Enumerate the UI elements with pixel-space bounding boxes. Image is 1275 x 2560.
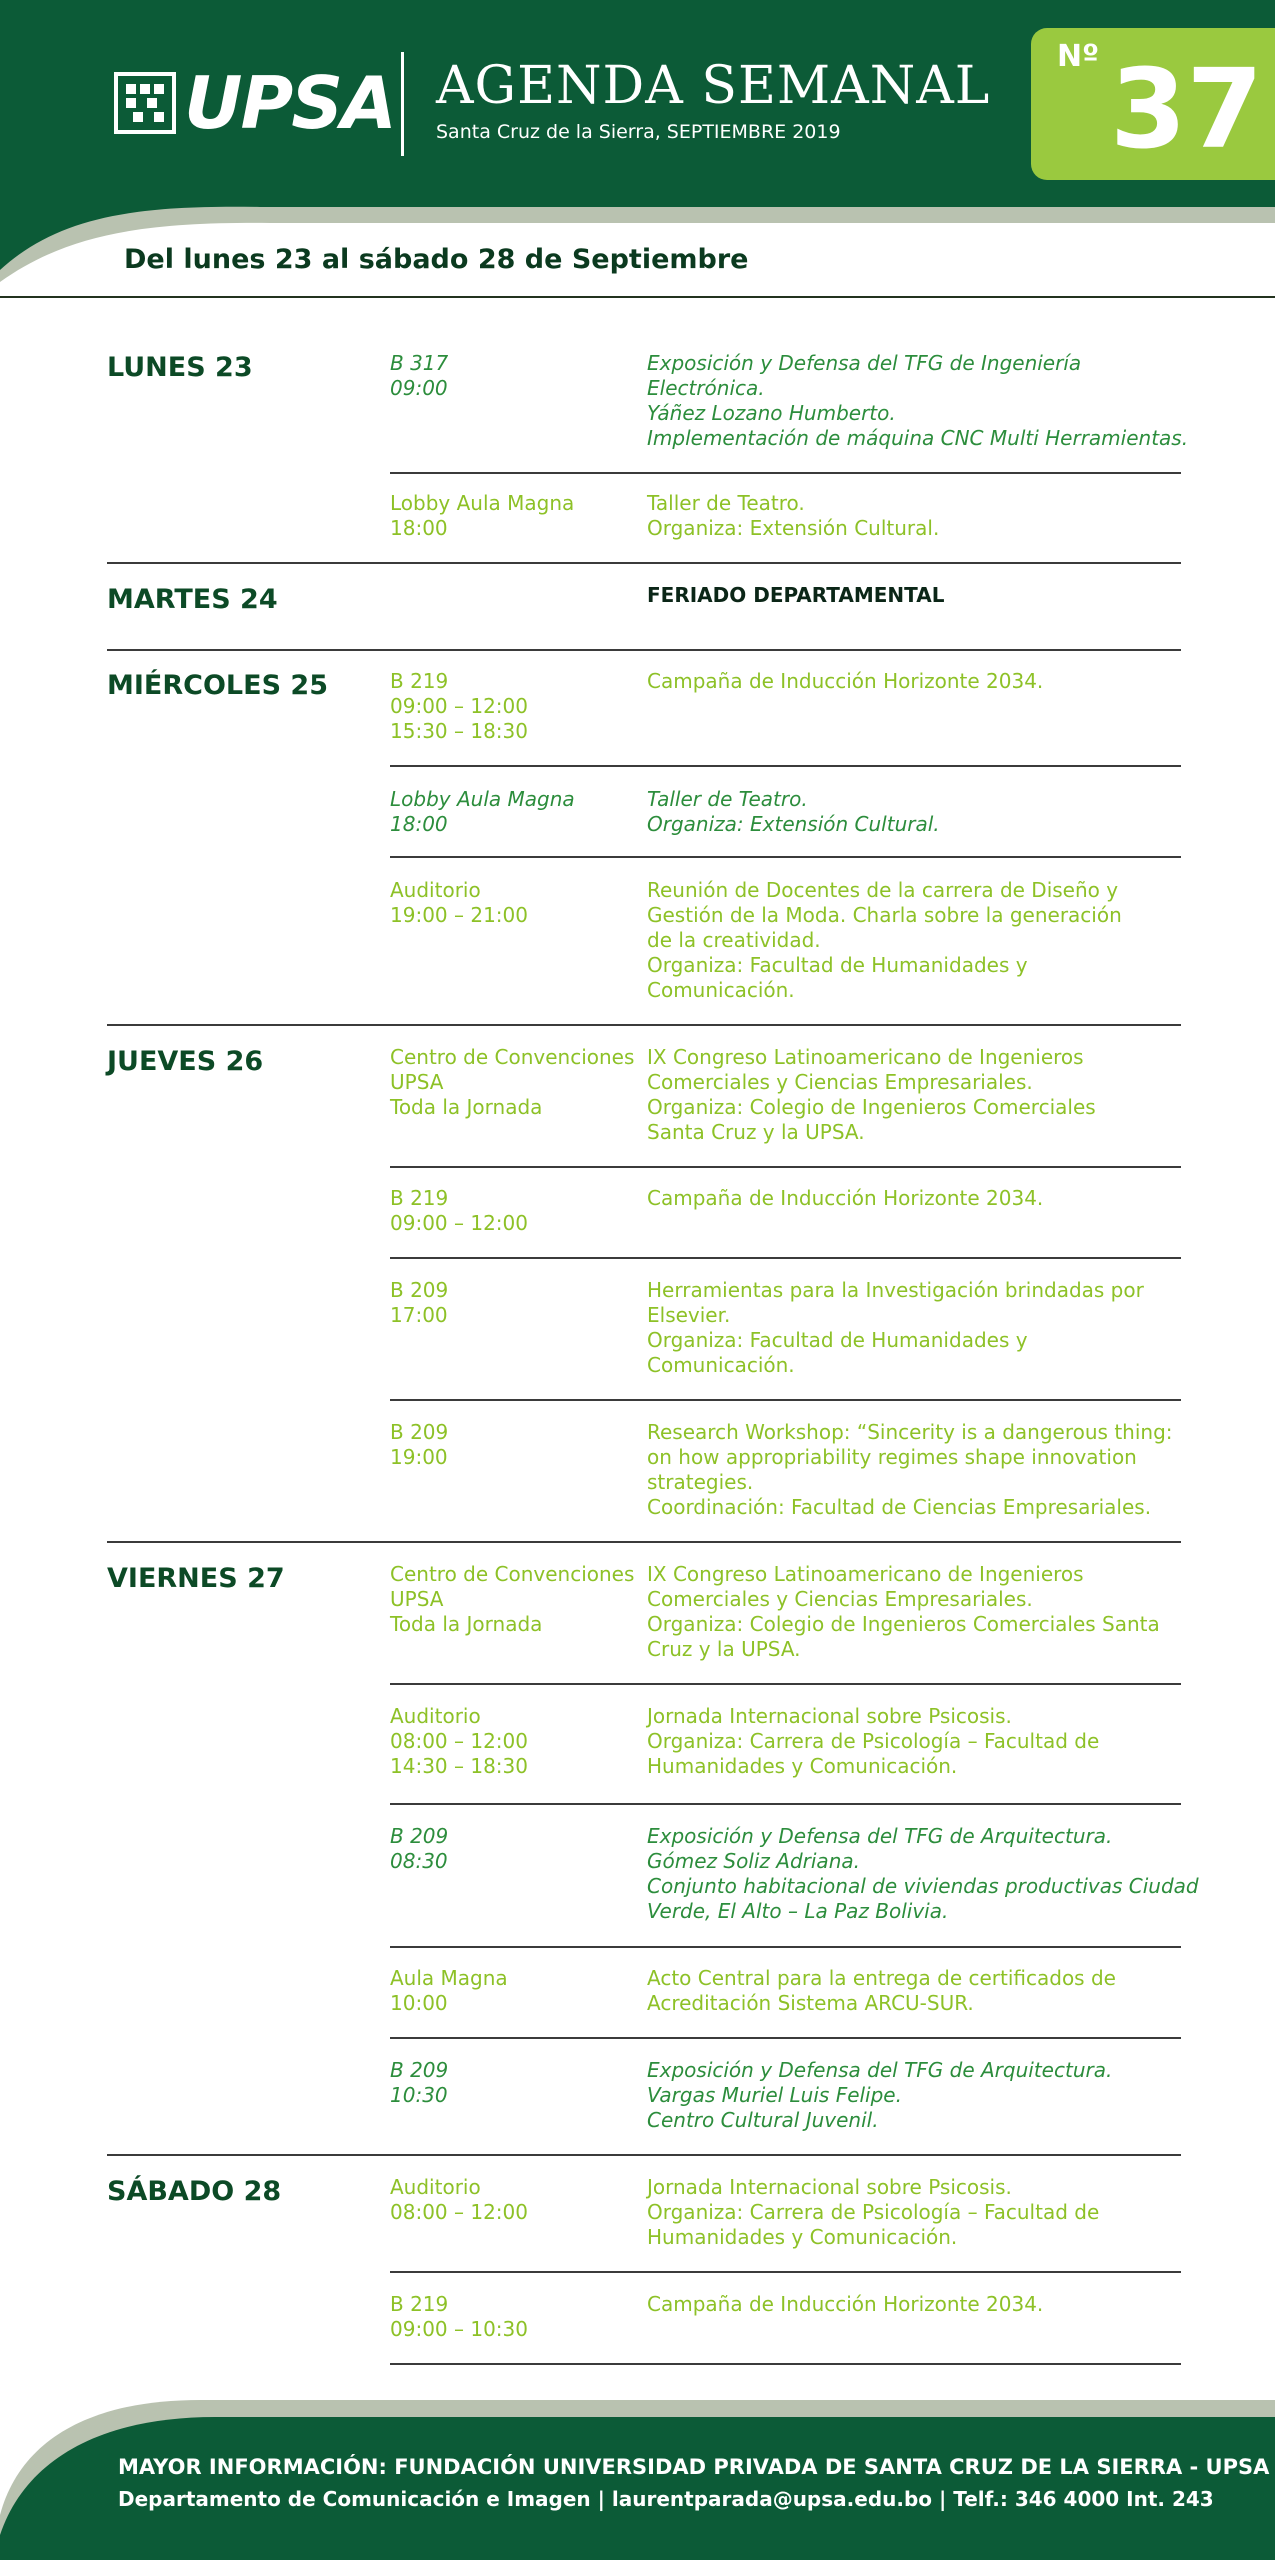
event-description-line: Jornada Internacional sobre Psicosis. bbox=[647, 2175, 1012, 2199]
event-description bbox=[647, 669, 1187, 694]
day-label-jueves: JUEVES 26 bbox=[107, 1046, 264, 1077]
event-description-line: Implementación de máquina CNC Multi Herramientas. bbox=[647, 426, 1189, 450]
event-place bbox=[390, 1704, 645, 1779]
day-divider bbox=[107, 2154, 1181, 2156]
event-description-line: Gestión de la Moda. Charla sobre la generación bbox=[647, 903, 1122, 927]
event-place bbox=[390, 1045, 645, 1120]
event-description-line: on how appropriability regimes shape innovation bbox=[647, 1445, 1137, 1469]
event-description bbox=[647, 1045, 1187, 1145]
event-description-line: Electrónica. bbox=[647, 376, 765, 400]
event-description-line: Research Workshop: “Sincerity is a dangerous thing: bbox=[647, 1420, 1173, 1444]
event-time-line: Toda la Jornada bbox=[390, 1095, 543, 1119]
event-description-line: Organiza: Facultad de Humanidades y bbox=[647, 953, 1028, 977]
event-place-line: Aula Magna bbox=[390, 1966, 508, 1990]
event-description bbox=[647, 1966, 1187, 2016]
event-time-line: Toda la Jornada bbox=[390, 1612, 543, 1636]
day-divider bbox=[107, 1024, 1181, 1026]
event-divider bbox=[390, 1946, 1181, 1948]
event-description-line: Santa Cruz y la UPSA. bbox=[647, 1120, 865, 1144]
event-place-line: B 209 bbox=[390, 2058, 449, 2082]
event-description-line: Herramientas para la Investigación brindadas por bbox=[647, 1278, 1144, 1302]
issue-label: Nº bbox=[1057, 39, 1100, 74]
event-place-line: B 317 bbox=[390, 351, 449, 375]
event-description bbox=[647, 2292, 1187, 2317]
event-description bbox=[647, 351, 1187, 451]
event-description bbox=[647, 1278, 1187, 1378]
event-place-line: B 219 bbox=[390, 1186, 449, 1210]
event-description-line: Humanidades y Comunicación. bbox=[647, 1754, 958, 1778]
event-place bbox=[390, 1966, 645, 2016]
event-time-line: 18:00 bbox=[390, 812, 448, 836]
event-divider bbox=[390, 856, 1181, 858]
event-description bbox=[647, 1186, 1187, 1211]
event-description bbox=[647, 1824, 1199, 1924]
event-place bbox=[390, 1824, 645, 1874]
issue-number: 37 bbox=[1110, 45, 1264, 173]
event-description-line: FERIADO DEPARTAMENTAL bbox=[647, 583, 945, 607]
event-description bbox=[647, 2175, 1187, 2250]
event-description-line: Organiza: Facultad de Humanidades y bbox=[647, 1328, 1028, 1352]
event-divider bbox=[390, 1803, 1181, 1805]
day-label-lunes: LUNES 23 bbox=[107, 352, 253, 383]
event-place-line: B 219 bbox=[390, 2292, 449, 2316]
event-divider bbox=[390, 1166, 1181, 1168]
event-time-line: 19:00 bbox=[390, 1445, 448, 1469]
footer-contact: Departamento de Comunicación e Imagen | laurentparada@upsa.edu.bo | Telf.: 346 4000 Int. 243 bbox=[118, 2487, 1214, 2511]
event-description-line: strategies. bbox=[647, 1470, 754, 1494]
event-time-line: 09:00 – 12:00 bbox=[390, 694, 528, 718]
event-place bbox=[390, 1420, 645, 1470]
event-description-line: Coordinación: Facultad de Ciencias Empresariales. bbox=[647, 1495, 1152, 1519]
upsa-logo-mark-icon bbox=[114, 72, 176, 134]
event-description bbox=[647, 2058, 1187, 2133]
event-description-line: IX Congreso Latinoamericano de Ingenieros bbox=[647, 1562, 1084, 1586]
event-description-line: Campaña de Inducción Horizonte 2034. bbox=[647, 1186, 1044, 1210]
event-description-line: Yáñez Lozano Humberto. bbox=[647, 401, 896, 425]
event-description-line: Comunicación. bbox=[647, 978, 795, 1002]
event-description-line: Reunión de Docentes de la carrera de Diseño y bbox=[647, 878, 1119, 902]
event-place-line: B 209 bbox=[390, 1278, 449, 1302]
event-divider bbox=[390, 1257, 1181, 1259]
event-place-line: Centro de Convenciones bbox=[390, 1562, 635, 1586]
event-divider bbox=[390, 2363, 1181, 2365]
event-place bbox=[390, 1562, 645, 1637]
event-divider bbox=[390, 1399, 1181, 1401]
event-description-line: Vargas Muriel Luis Felipe. bbox=[647, 2083, 902, 2107]
event-description-line: Campaña de Inducción Horizonte 2034. bbox=[647, 2292, 1044, 2316]
event-description-line: Jornada Internacional sobre Psicosis. bbox=[647, 1704, 1012, 1728]
event-description-line: Taller de Teatro. bbox=[647, 491, 805, 515]
page-subtitle: Santa Cruz de la Sierra, SEPTIEMBRE 2019 bbox=[436, 121, 841, 143]
event-time-line: 08:00 – 12:00 bbox=[390, 1729, 528, 1753]
day-label-martes: MARTES 24 bbox=[107, 584, 278, 615]
day-label-sabado: SÁBADO 28 bbox=[107, 2176, 282, 2207]
event-description bbox=[647, 491, 1187, 541]
event-description bbox=[647, 878, 1187, 1003]
event-description-line: Exposición y Defensa del TFG de Arquitectura. bbox=[647, 1824, 1113, 1848]
event-description-line: de la creatividad. bbox=[647, 928, 821, 952]
event-description-line: Organiza: Carrera de Psicología – Facultad de bbox=[647, 1729, 1100, 1753]
event-description-line: Exposición y Defensa del TFG de Arquitectura. bbox=[647, 2058, 1113, 2082]
event-time-line: 17:00 bbox=[390, 1303, 448, 1327]
page-title: AGENDA SEMANAL bbox=[436, 56, 991, 116]
day-divider bbox=[107, 562, 1181, 564]
event-place bbox=[390, 2292, 645, 2342]
event-place bbox=[390, 1186, 645, 1236]
event-place bbox=[390, 669, 645, 744]
holiday-notice bbox=[647, 583, 1187, 608]
event-time-line: 08:00 – 12:00 bbox=[390, 2200, 528, 2224]
event-description-line: Organiza: Carrera de Psicología – Facultad de bbox=[647, 2200, 1100, 2224]
event-time-line: 09:00 bbox=[390, 376, 448, 400]
event-place bbox=[390, 878, 645, 928]
event-description-line: Comerciales y Ciencias Empresariales. bbox=[647, 1587, 1033, 1611]
event-place-line: B 219 bbox=[390, 669, 449, 693]
event-divider bbox=[390, 2271, 1181, 2273]
event-divider bbox=[390, 1683, 1181, 1685]
upsa-logo bbox=[114, 61, 395, 145]
day-label-miercoles: MIÉRCOLES 25 bbox=[107, 670, 328, 701]
event-place bbox=[390, 491, 645, 541]
event-description bbox=[647, 1704, 1187, 1779]
event-place bbox=[390, 1278, 645, 1328]
event-place bbox=[390, 787, 645, 837]
event-place bbox=[390, 2058, 645, 2108]
event-place-line: Lobby Aula Magna bbox=[390, 787, 575, 811]
logo-wordmark: UPSA bbox=[184, 61, 395, 145]
event-description-line: Comerciales y Ciencias Empresariales. bbox=[647, 1070, 1033, 1094]
event-description-line: Comunicación. bbox=[647, 1353, 795, 1377]
event-description bbox=[647, 787, 1187, 837]
event-time-line: 10:00 bbox=[390, 1991, 448, 2015]
event-description bbox=[647, 1420, 1187, 1520]
event-place-line: Auditorio bbox=[390, 1704, 481, 1728]
event-time-line: 14:30 – 18:30 bbox=[390, 1754, 528, 1778]
event-description-line: Humanidades y Comunicación. bbox=[647, 2225, 958, 2249]
event-description-line: IX Congreso Latinoamericano de Ingenieros bbox=[647, 1045, 1084, 1069]
event-description-line: Acreditación Sistema ARCU-SUR. bbox=[647, 1991, 974, 2015]
event-place-line: Auditorio bbox=[390, 2175, 481, 2199]
footer-info: MAYOR INFORMACIÓN: FUNDACIÓN UNIVERSIDAD PRIVADA DE SANTA CRUZ DE LA SIERRA - UPSA bbox=[118, 2455, 1270, 2479]
event-time-line: 19:00 – 21:00 bbox=[390, 903, 528, 927]
event-place bbox=[390, 351, 645, 401]
event-description-line: Organiza: Extensión Cultural. bbox=[647, 812, 940, 836]
event-time-line: 18:00 bbox=[390, 516, 448, 540]
event-divider bbox=[390, 2037, 1181, 2039]
event-place-line: Centro de Convenciones bbox=[390, 1045, 635, 1069]
event-description bbox=[647, 1562, 1187, 1662]
event-description-line: Acto Central para la entrega de certificados de bbox=[647, 1966, 1116, 1990]
event-description-line: Verde, El Alto – La Paz Bolivia. bbox=[647, 1899, 949, 1923]
day-label-viernes: VIERNES 27 bbox=[107, 1563, 285, 1594]
event-description-line: Cruz y la UPSA. bbox=[647, 1637, 801, 1661]
event-description-line: Campaña de Inducción Horizonte 2034. bbox=[647, 669, 1044, 693]
event-place-line: Lobby Aula Magna bbox=[390, 491, 575, 515]
event-place-line: UPSA bbox=[390, 1587, 444, 1611]
event-time-line: 09:00 – 10:30 bbox=[390, 2317, 528, 2341]
event-place-line: Auditorio bbox=[390, 878, 481, 902]
event-time-line: 08:30 bbox=[390, 1849, 448, 1873]
event-description-line: Centro Cultural Juvenil. bbox=[647, 2108, 879, 2132]
header-divider bbox=[401, 52, 404, 156]
week-range: Del lunes 23 al sábado 28 de Septiembre bbox=[124, 244, 749, 275]
event-description-line: Organiza: Extensión Cultural. bbox=[647, 516, 940, 540]
event-time-line: 15:30 – 18:30 bbox=[390, 719, 528, 743]
event-description-line: Gómez Soliz Adriana. bbox=[647, 1849, 860, 1873]
event-description-line: Exposición y Defensa del TFG de Ingeniería bbox=[647, 351, 1082, 375]
day-divider bbox=[107, 1541, 1181, 1543]
event-divider bbox=[390, 472, 1181, 474]
event-divider bbox=[390, 765, 1181, 767]
event-description-line: Organiza: Colegio de Ingenieros Comerciales Santa bbox=[647, 1612, 1160, 1636]
event-place-line: B 209 bbox=[390, 1420, 449, 1444]
day-divider bbox=[107, 649, 1181, 651]
event-place bbox=[390, 2175, 645, 2225]
event-description-line: Organiza: Colegio de Ingenieros Comerciales bbox=[647, 1095, 1096, 1119]
event-description-line: Conjunto habitacional de viviendas productivas Ciudad bbox=[647, 1874, 1199, 1898]
event-time-line: 09:00 – 12:00 bbox=[390, 1211, 528, 1235]
event-time-line: 10:30 bbox=[390, 2083, 448, 2107]
event-description-line: Taller de Teatro. bbox=[647, 787, 808, 811]
event-place-line: B 209 bbox=[390, 1824, 449, 1848]
event-description-line: Elsevier. bbox=[647, 1303, 731, 1327]
event-place-line: UPSA bbox=[390, 1070, 444, 1094]
